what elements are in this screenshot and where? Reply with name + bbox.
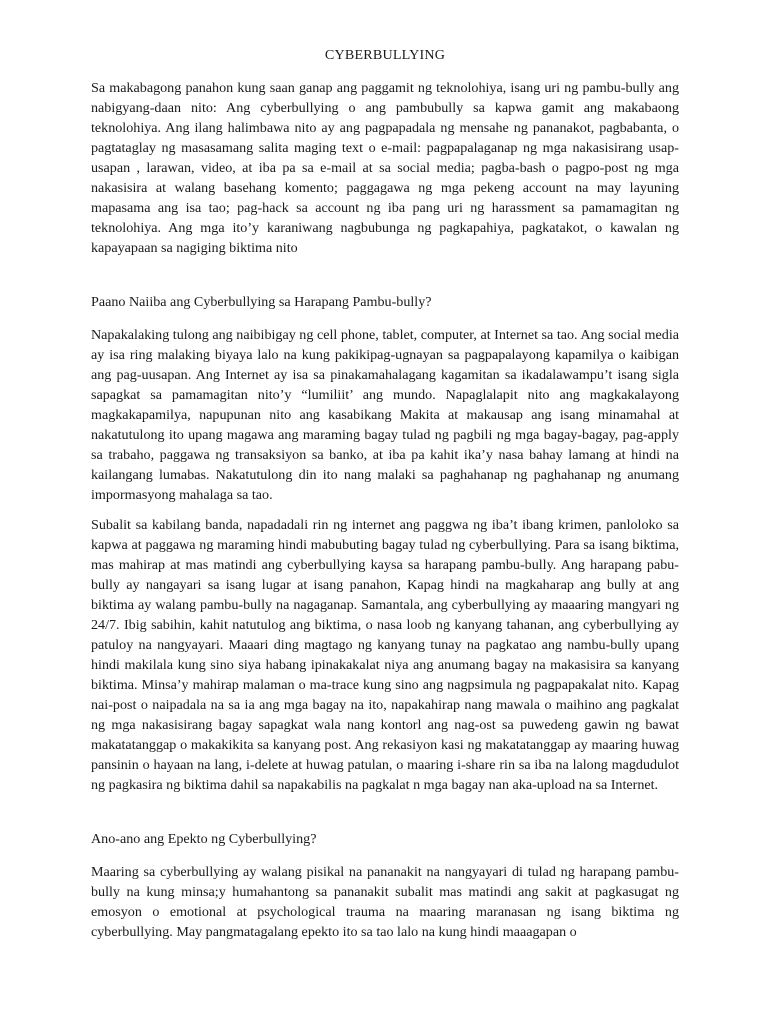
paragraph-benefits: Napakalaking tulong ang naibibigay ng cell phone, tablet, computer, at Internet sa tao. Ang social media ay isa ring malaking biyaya lalo na kung pakikipag-ugnayan sa pagpapalayong kapamilya o kaibigan ang pag-uusapan. Ang Internet ay isa sa pinakamahalagang kagamitan sa ikadalawampu’t isang sigla sapagkat sa pamamagitan nito’y “lumiliit’ ang mundo. Napaglalapit nito ang magkakalayong magkakapamilya, napupunan nito ang kasabikang Makita at makausap ang isang minamahal at nakatutulong ito upang magawa ang maraming bagay tulad ng pagbili ng mga bagay-bagay, pag-apply sa trabaho, paggawa ng transaksiyon sa banko, at iba pa kahit ika’y nasa bahay lamang at hindi na kailangang lumabas. Nakatutulong din ito nang malaki sa paghahanap ng paghahanap ng anumang impormasyong mahalaga sa tao.: [91, 327, 679, 503]
section-heading-effects: Ano-ano ang Epekto ng Cyberbullying?: [91, 831, 317, 847]
intro-paragraph: Sa makabagong panahon kung saan ganap ang paggamit ng teknolohiya, isang uri ng pambu-bully ang nabigyang-daan nito: Ang cyberbullying o ang pambubully sa kapwa gamit ang makabaong teknolohiya. Ang ilang halimbawa nito ay ang pagpapadala ng mensahe ng pananakot, pagbabanta, o pagtataglay ng masasamang salita maging text o e-mail: pagpapalaganap ng mga nakasisirang usap-usapan , larawan, video, at iba pa sa e-mail at sa social media; pagba-bash o pagpo-post ng mga nakasisira at walang basehang komento; paggagawa ng mga pekeng account na may layuning mapasama ang isa tao; pag-hack sa account ng iba pang uri ng harassment sa pamamagitan ng teknolohiya. Ang mga ito’y karaniwang nagbubunga ng pagkapahiya, pagkatakot, o kawalan ng kapayapaan sa nagiging biktima nito: [91, 80, 679, 256]
paragraph-effects: Maaring sa cyberbullying ay walang pisikal na pananakit na nangyayari di tulad ng harapang pambu-bully na kung minsa;y humahantong sa pananakit subalit mas matindi ang sakit at pagkasugat ng emosyon o emotional at psychological trauma na maaring maranasan ng isang biktima ng cyberbullying. May pangmatagalang epekto ito sa tao lalo na kung hindi maaagapan o: [91, 864, 679, 940]
section-heading-difference: Paano Naiiba ang Cyberbullying sa Harapang Pambu-bully?: [91, 294, 432, 310]
document-body: [91, 45, 679, 942]
paragraph-cyberbullying-vs-harapang: Subalit sa kabilang banda, napadadali rin ng internet ang paggwa ng iba’t ibang krimen, panloloko sa kapwa at paggawa ng maraming hindi mabubuting bagay tulad ng cyberbullying. Para sa isang biktima, mas mahirap at mas matindi ang cyberbullying kaysa sa harapang pambu-bully. Ang harapang pabu-bully ay nangayari sa isang lugar at isang panahon, Kapag hindi na magkaharap ang bully at ang biktima ay walang pambu-bully na nagaganap. Samantala, ang cyberbullying ay maaaring mangyari ng 24/7. Ibig sabihin, kahit natutulog ang biktima, o nasa loob ng kanyang tahanan, ang cyberbullying ay patuloy na nangyayari. Maaari ding magtago ng kanyang tunay na pagkatao ang nambu-bully upang hindi makilala kung sino siya habang ipinakakalat niya ang anumang bagay na makasisira sa kanyang biktima. Minsa’y mahirap malaman o ma-trace kung sino ang nagpsimula ng pagpapakalat nito. Kapag nai-post o naipadala na sa ia ang mga bagay na ito, napakahirap nang mawala o maihino ang pagkalat ng mga nakasisirang bagay sapagkat wala nang kontorl ang nag-ost sa puwedeng gawin ng bawat makatatanggap o makakikita sa kanyang post. Ang rekasiyon kasi ng makatatanggap ay maaring huwag pansinin o hayaan na lang, i-delete at huwag patulan, o maaring i-share rin sa iba na lalong magdudulot ng pagkasira ng biktima dahil sa napakabilis na pagkalat n mga bagay nan aka-upload na sa Internet.: [91, 517, 679, 793]
document-title: CYBERBULLYING: [324, 47, 446, 63]
